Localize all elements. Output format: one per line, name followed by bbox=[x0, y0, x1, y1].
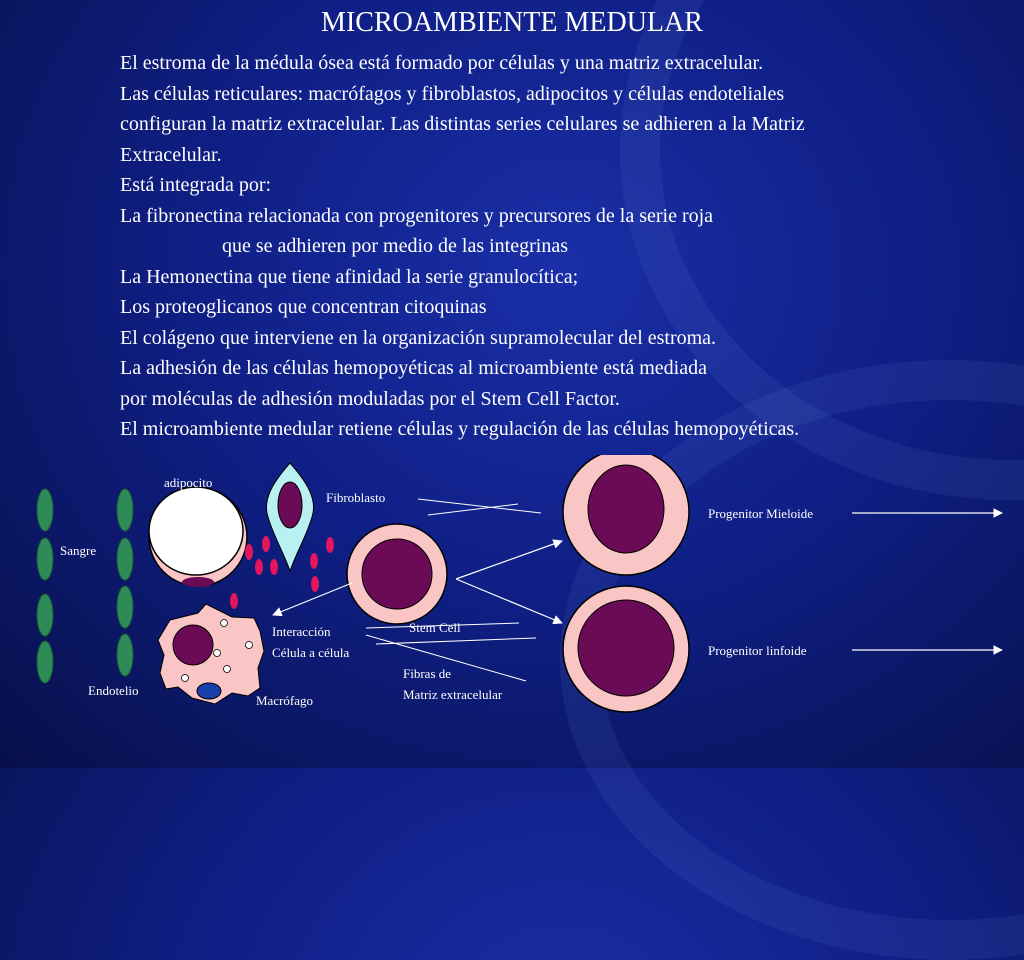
macrophage-granule bbox=[246, 642, 253, 649]
body-line: Los proteoglicanos que concentran citoquinas bbox=[120, 296, 487, 318]
matrix-fiber bbox=[418, 499, 541, 513]
body-line: El microambiente medular retiene células y regulación de las células hemopoyéticas. bbox=[120, 418, 800, 440]
label-progenitor-mieloide: Progenitor Mieloide bbox=[708, 506, 814, 521]
macrophage-granule bbox=[214, 650, 221, 657]
body-line: por moléculas de adhesión moduladas por el Stem Cell Factor. bbox=[120, 387, 620, 410]
matrix-fiber bbox=[376, 638, 536, 644]
myeloid-progenitor bbox=[563, 455, 689, 575]
bone-marrow-diagram bbox=[0, 455, 1024, 768]
macrophage-vacuole bbox=[197, 683, 221, 699]
red-cell bbox=[270, 559, 278, 575]
body-text bbox=[120, 48, 1020, 445]
body-line: configuran la matriz extracelular. Las distintas series celulares se adhieren a la Matriz bbox=[120, 113, 805, 135]
red-cell bbox=[255, 559, 263, 575]
stem-cell bbox=[347, 524, 447, 624]
adipocyte-fat-droplet bbox=[149, 487, 243, 575]
endothelial-cell bbox=[117, 634, 133, 676]
label-fibroblasto: Fibroblasto bbox=[326, 490, 386, 505]
red-cell bbox=[245, 544, 253, 560]
label-adipocito: adipocito bbox=[164, 475, 213, 490]
endothelial-cell bbox=[117, 586, 133, 628]
body-line: La fibronectina relacionada con progenitores y precursores de la serie roja bbox=[120, 204, 714, 227]
body-line: Está integrada por: bbox=[120, 174, 272, 196]
macrophage-granule bbox=[221, 620, 228, 627]
body-line: El estroma de la médula ósea está formado por células y una matriz extracelular. bbox=[120, 52, 764, 74]
myeloid-progenitor-nucleus bbox=[588, 465, 664, 553]
body-line: El colágeno que interviene en la organización supramolecular del estroma. bbox=[120, 326, 717, 349]
red-cell bbox=[326, 537, 334, 553]
endothelium-cells bbox=[37, 489, 133, 683]
label-fibras-de: Fibras de bbox=[403, 666, 452, 681]
lymphoid-progenitor bbox=[563, 586, 689, 712]
body-line: que se adhieren por medio de las integrinas bbox=[222, 235, 568, 257]
adipocyte bbox=[149, 487, 247, 587]
stem-cell-nucleus bbox=[362, 539, 432, 609]
endothelial-cell bbox=[37, 641, 53, 683]
endothelial-cell bbox=[117, 489, 133, 531]
fibroblast bbox=[266, 463, 313, 571]
endothelial-cell bbox=[37, 538, 53, 580]
red-cell bbox=[262, 536, 270, 552]
page-title: MICROAMBIENTE MEDULAR bbox=[321, 7, 703, 38]
stem-to-lymphoid-arrow bbox=[456, 579, 562, 623]
adipocyte-nucleus bbox=[182, 577, 214, 587]
body-line: La Hemonectina que tiene afinidad la serie granulocítica; bbox=[120, 265, 579, 288]
macrophage-granule bbox=[182, 675, 189, 682]
label-endotelio: Endotelio bbox=[88, 683, 139, 698]
endothelial-cell bbox=[117, 538, 133, 580]
label-sangre: Sangre bbox=[60, 543, 97, 558]
body-line: Extracelular. bbox=[120, 143, 222, 166]
stem-to-myeloid-arrow bbox=[456, 541, 562, 579]
lymphoid-progenitor-nucleus bbox=[578, 600, 674, 696]
red-cell bbox=[311, 576, 319, 592]
red-cell bbox=[310, 553, 318, 569]
label-progenitor-linfoide: Progenitor linfoide bbox=[708, 643, 807, 658]
label-celula-a-celula: Célula a célula bbox=[272, 645, 350, 660]
label-matriz-extracelular: Matriz extracelular bbox=[403, 687, 503, 702]
endothelial-cell bbox=[37, 594, 53, 636]
macrophage-nucleus bbox=[173, 625, 213, 665]
label-stem-cell: Stem Cell bbox=[409, 620, 461, 635]
label-macrofago: Macrófago bbox=[256, 693, 314, 708]
macrophage bbox=[158, 604, 264, 704]
red-cell bbox=[230, 593, 238, 609]
body-line: Las células reticulares: macrófagos y fibroblastos, adipocitos y células endoteliales bbox=[120, 82, 785, 105]
body-line: La adhesión de las células hemopoyéticas al microambiente está mediada bbox=[120, 357, 707, 379]
fibroblast-nucleus bbox=[278, 482, 302, 528]
macrophage-granule bbox=[224, 666, 231, 673]
endothelial-cell bbox=[37, 489, 53, 531]
label-interaccion: Interacción bbox=[272, 624, 331, 639]
